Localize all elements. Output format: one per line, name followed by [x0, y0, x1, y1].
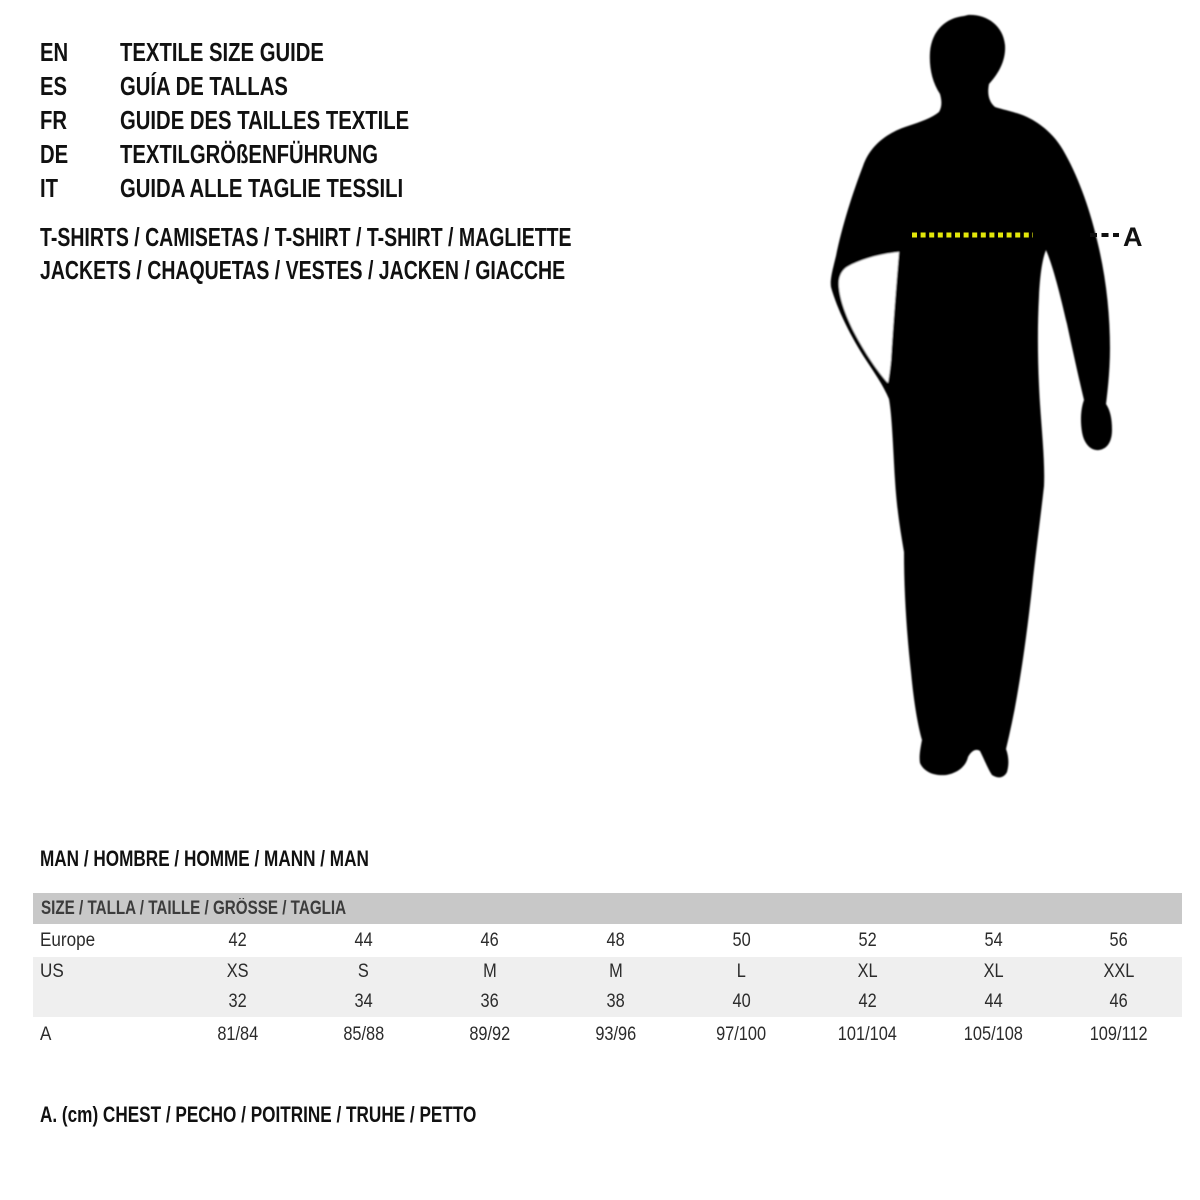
size-cell: 44: [354, 929, 373, 951]
language-row: [40, 103, 491, 137]
language-code: FR: [40, 104, 68, 135]
table-row-chest-a: [33, 1017, 1182, 1053]
page-title: TEXTILE SIZE GUIDE: [120, 36, 324, 67]
table-row-us: [33, 957, 1182, 987]
language-title-list: [40, 35, 491, 205]
language-row: [40, 35, 491, 69]
size-cell: XL: [857, 961, 878, 982]
size-table-header-text: SIZE / TALLA / TAILLE / GRÖSSE / TAGLIA: [41, 897, 347, 919]
page-title-fr: GUIDE DES TAILLES TEXTILE: [120, 104, 410, 135]
size-cell: 32: [228, 991, 248, 1012]
language-code: IT: [40, 172, 59, 203]
size-table-header: [33, 893, 1182, 924]
measurement-footnote: [40, 1102, 599, 1128]
measurement-footnote-text: A. (cm) CHEST / PECHO / POITRINE / TRUHE / PETTO: [40, 1102, 477, 1127]
size-cell: 105/108: [963, 1024, 1023, 1045]
size-cell: 42: [228, 929, 248, 951]
size-cell: 42: [858, 991, 877, 1012]
size-cell: 101/104: [837, 1024, 897, 1045]
man-silhouette-figure: [820, 4, 1200, 804]
size-cell: 89/92: [469, 1024, 511, 1045]
size-cell: 85/88: [343, 1024, 385, 1045]
language-row: [40, 69, 491, 103]
size-cell: 48: [606, 929, 625, 951]
size-cell: L: [736, 961, 746, 982]
size-cell: XS: [227, 961, 249, 982]
size-cell: 44: [984, 991, 1003, 1012]
language-code: ES: [40, 70, 68, 101]
row-label: A: [40, 1024, 52, 1045]
size-cell: 46: [480, 929, 499, 951]
section-title-text: MAN / HOMBRE / HOMME / MANN / MAN: [40, 846, 369, 871]
size-cell: 46: [1109, 991, 1129, 1012]
size-cell: M: [608, 961, 623, 982]
size-cell: 38: [606, 991, 625, 1012]
size-cell: 54: [984, 929, 1003, 951]
size-cell: 50: [732, 929, 751, 951]
page-title-de: TEXTILGRÖßENFÜHRUNG: [120, 138, 378, 169]
page-title-es: GUÍA DE TALLAS: [120, 70, 288, 101]
table-row-numeric: [33, 987, 1182, 1017]
size-cell: S: [358, 961, 370, 982]
size-cell: 56: [1109, 929, 1129, 951]
size-cell: 81/84: [217, 1024, 259, 1045]
garment-categories: [40, 221, 749, 287]
size-cell: XXL: [1103, 961, 1135, 982]
size-cell: 34: [354, 991, 373, 1012]
language-row: [40, 137, 491, 171]
measure-label-a: A: [1123, 222, 1143, 252]
row-label: Europe: [40, 929, 96, 951]
size-cell: 36: [480, 991, 499, 1012]
size-cell: 40: [732, 991, 751, 1012]
language-row: [40, 171, 491, 205]
size-cell: 97/100: [716, 1024, 767, 1045]
size-cell: M: [482, 961, 497, 982]
category-jackets: JACKETS / CHAQUETAS / VESTES / JACKEN / GIACCHE: [40, 255, 566, 285]
language-code: DE: [40, 138, 69, 169]
table-row-europe: [33, 924, 1182, 957]
size-cell: 93/96: [595, 1024, 636, 1045]
section-title-man: [40, 846, 462, 872]
size-table: [33, 893, 1182, 1053]
size-cell: 52: [858, 929, 877, 951]
size-cell: XL: [983, 961, 1004, 982]
man-silhouette: [831, 15, 1112, 777]
row-label: US: [40, 961, 64, 982]
size-cell: 109/112: [1090, 1024, 1148, 1045]
category-tshirts: T-SHIRTS / CAMISETAS / T-SHIRT / T-SHIRT / MAGLIETTE: [40, 222, 572, 252]
page-title-it: GUIDA ALLE TAGLIE TESSILI: [120, 172, 404, 203]
language-code: EN: [40, 36, 69, 67]
